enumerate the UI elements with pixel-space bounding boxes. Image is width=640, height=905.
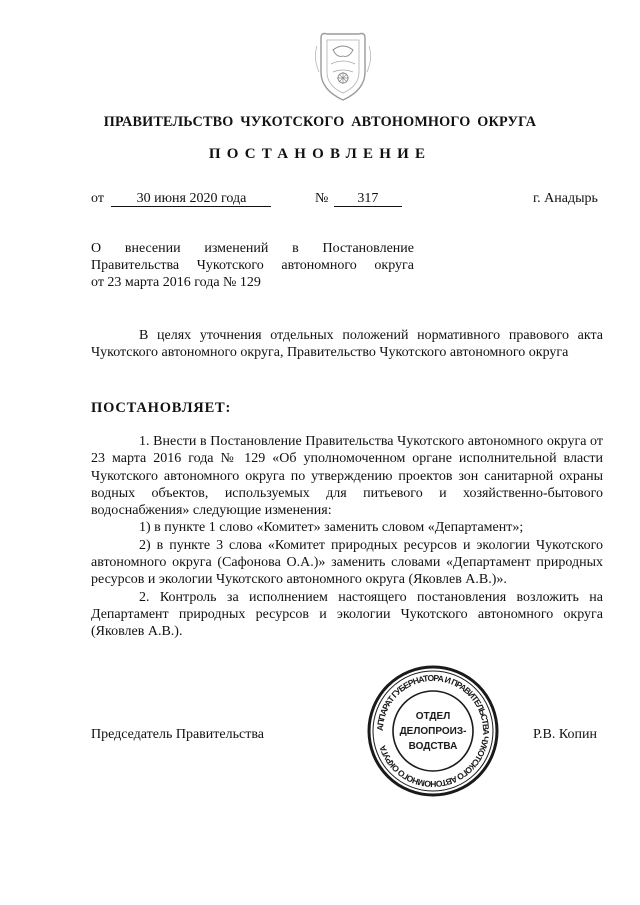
stamp-line-2: ДЕЛОПРОИЗ- — [399, 726, 467, 737]
resolution-items — [91, 433, 603, 641]
document-city: г. Анадырь — [533, 191, 598, 206]
subject-line-2: Правительства Чукотского автономного округа — [91, 258, 414, 273]
document-type-title: ПОСТАНОВЛЕНИЕ — [208, 146, 432, 162]
resolves-heading: ПОСТАНОВЛЯЕТ: — [91, 400, 232, 416]
document-subject — [91, 240, 414, 291]
subitem-1: 1) в пункте 1 слово «Комитет» заменить словом «Департамент»; — [139, 520, 524, 536]
subject-line-3: от 23 марта 2016 года № 129 — [91, 275, 261, 290]
stamp-line-3: ВОДСТВА — [408, 741, 458, 752]
government-title: ПРАВИТЕЛЬСТВО ЧУКОТСКОГО АВТОНОМНОГО ОКРУГА — [103, 114, 537, 130]
signatory-position: Председатель Правительства — [91, 727, 264, 742]
item-1: 1. Внести в Постановление Правительства Чукотского автономного округа от 23 марта 2016 года № 129 «Об уполномоченном органе исполнительной власти Чукотского автономного округа по утверждению проектов зон санитарной охраны водных объектов, используемых для питьевого и хозяйственно-бытового водоснабжения» следующие изменения: — [91, 434, 603, 519]
number-sign: № — [315, 191, 329, 206]
date-prefix: от — [91, 191, 104, 206]
document-number: 317 — [334, 191, 402, 207]
subject-line-1: О внесении изменений в Постановление — [91, 241, 414, 256]
stamp-ring-text: АППАРАТ ГУБЕРНАТОРА И ПРАВИТЕЛЬСТВА ЧУКОТСКОГО АВТОНОМНОГО ОКРУГА — [374, 672, 492, 790]
stamp-line-1: ОТДЕЛ — [415, 711, 451, 722]
document-date: 30 июня 2020 года — [111, 191, 271, 207]
number-line — [315, 190, 402, 207]
preamble-text: В целях уточнения отдельных положений нормативного правового акта Чукотского автономного округа, Правительство Чукотского автономного округа — [91, 328, 603, 361]
office-stamp — [366, 664, 500, 798]
date-line — [91, 190, 271, 207]
signatory-name: Р.В. Копин — [533, 727, 597, 742]
coat-of-arms-emblem — [309, 28, 377, 104]
item-2: 2. Контроль за исполнением настоящего постановления возложить на Департамент природных ресурсов и экологии Чукотского автономного округа (Яковлев А.В.). — [91, 589, 603, 640]
preamble-section — [91, 327, 603, 362]
subitem-2: 2) в пункте 3 слова «Комитет природных ресурсов и экологии Чукотского автономного округа (Сафонова О.А.)» заменить словами «Департамент природных ресурсов и экологии Чукотского автономного округа (Яковлев А.В.)». — [91, 537, 603, 588]
